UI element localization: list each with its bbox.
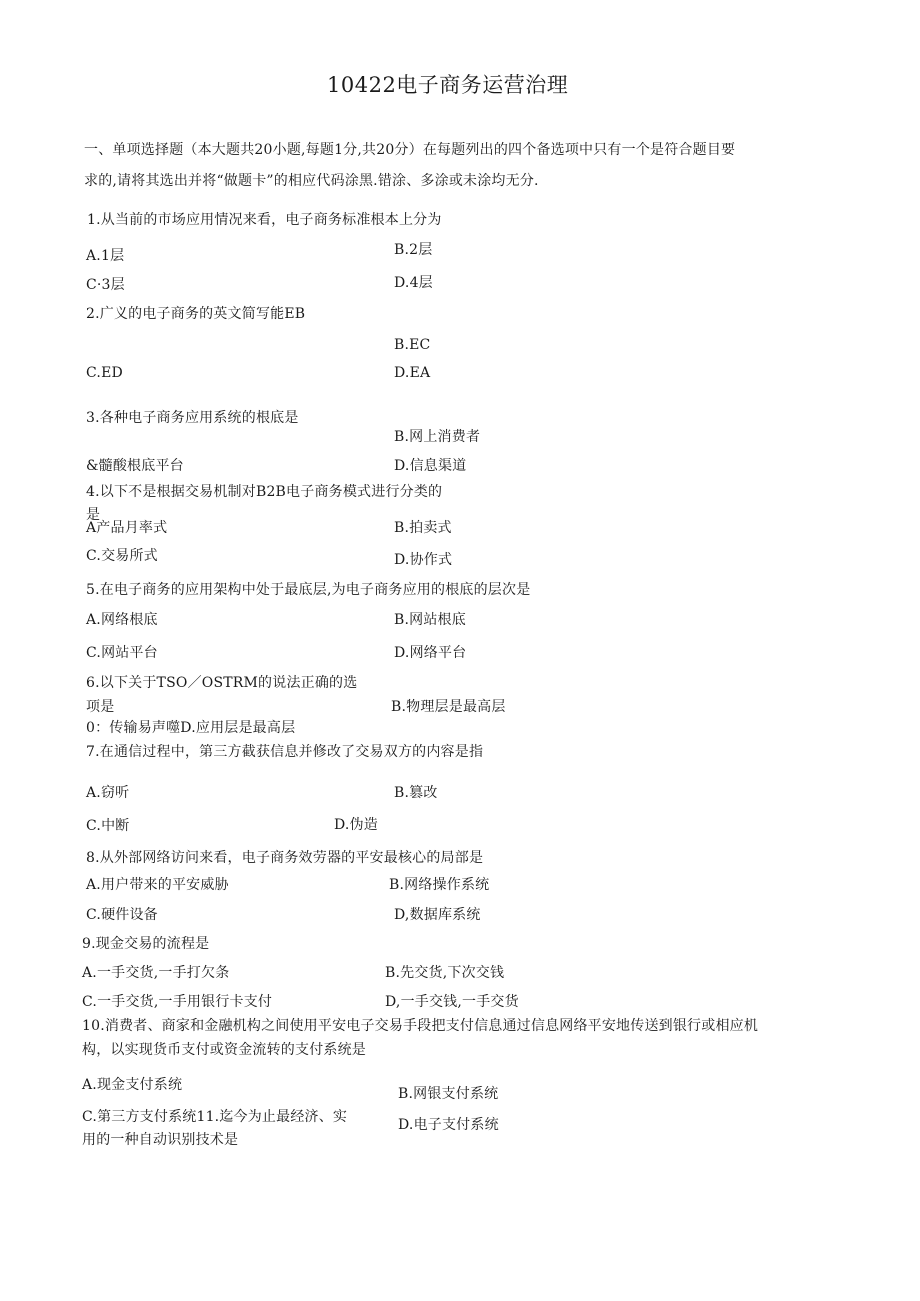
question-10-stem-line1: 10.消费者、商家和金融机构之间使用平安电子交易手段把支付信息通过信息网络平安地传送到银行或相应机	[82, 1018, 759, 1034]
question-4-option-d: D.协作式	[394, 552, 453, 568]
question-2-option-b: B.EC	[394, 337, 431, 353]
question-4-stem-line2: 是	[86, 507, 101, 523]
question-3-option-c: &髓酸根底平台	[86, 458, 184, 474]
question-10-option-d: D.电子支付系统	[398, 1117, 499, 1133]
question-4-option-a: A产品月率式	[86, 520, 168, 536]
question-2-stem: 2.广义的电子商务的英文简写能EB	[86, 306, 306, 322]
question-3-stem: 3.各种电子商务应用系统的根底是	[86, 410, 299, 426]
question-6-options-c-d: 0：传输易声噬D.应用层是最高层	[86, 720, 296, 736]
question-6-option-b: B.物理层是最高层	[391, 699, 506, 715]
question-4-option-b: B.拍卖式	[394, 520, 452, 536]
question-5-option-d: D.网络平台	[394, 645, 467, 661]
question-8-stem: 8.从外部网络访问来看，电子商务效劳器的平安最核心的局部是	[86, 850, 484, 866]
question-3-option-b: B.网上消费者	[394, 429, 481, 445]
question-6-stem-line1: 6.以下关于TSO／OSTRM的说法正确的选	[86, 675, 358, 691]
question-10-option-c-line1: C.第三方支付系统11.迄今为止最经济、实	[82, 1109, 348, 1125]
question-9-stem: 9.现金交易的流程是	[82, 936, 210, 952]
question-9-option-d: D,一手交钱,一手交货	[385, 994, 519, 1010]
question-8-option-a: A.用户带来的平安威胁	[86, 877, 229, 893]
question-7-stem: 7.在通信过程中，第三方截获信息并修改了交易双方的内容是指	[86, 744, 484, 760]
question-1-option-b: B.2层	[394, 242, 433, 258]
section-heading-line2: 求的,请将其选出并将“做题卡”的相应代码涂黑.错涂、多涂或未涂均无分.	[84, 173, 539, 189]
question-8-option-b: B.网络操作系统	[389, 877, 490, 893]
question-2-option-c: C.ED	[86, 365, 123, 381]
question-10-option-a: A.现金支付系统	[82, 1077, 183, 1093]
question-1-stem: 1.从当前的市场应用情况来看，电子商务标准根本上分为	[87, 212, 442, 228]
question-5-option-a: A.网络根底	[86, 612, 158, 628]
question-9-option-c: C.一手交货,一手用银行卡支付	[82, 994, 273, 1010]
question-1-option-c: C·3层	[86, 277, 125, 293]
question-1-option-d: D.4层	[394, 275, 433, 291]
question-6-stem-line2: 项是	[86, 699, 115, 715]
question-5-option-c: C.网站平台	[86, 645, 158, 661]
question-10-option-b: B.网银支付系统	[398, 1086, 499, 1102]
question-7-option-b: B.篡改	[394, 785, 438, 801]
question-9-option-a: A.一手交货,一手打欠条	[82, 965, 230, 981]
question-7-option-c: C.中断	[86, 818, 130, 834]
question-4-stem-line1: 4.以下不是根据交易机制对B2B电子商务模式进行分类的	[86, 484, 443, 500]
question-10-stem-line2: 构，以实现货币支付或资金流转的支付系统是	[82, 1042, 366, 1058]
question-8-option-d: D,数据库系统	[394, 907, 481, 923]
question-10-option-c-line2: 用的一种自动识别技术是	[82, 1132, 239, 1148]
question-5-option-b: B.网站根底	[394, 612, 466, 628]
question-2-option-d: D.EA	[394, 365, 431, 381]
question-9-option-b: B.先交货,下次交钱	[385, 965, 505, 981]
page-title: 10422电子商务运营治理	[327, 73, 569, 97]
section-heading-line1: 一、单项选择题（本大题共20小题,每题1分,共20分）在每题列出的四个备选项中只有一个是符合题目要	[84, 142, 736, 158]
question-8-option-c: C.硬件设备	[86, 907, 158, 923]
question-4-option-c: C.交易所式	[86, 548, 158, 564]
question-1-option-a: A.1层	[86, 248, 125, 264]
question-7-option-d: D.伪造	[334, 817, 378, 833]
question-3-option-d: D.信息渠道	[394, 458, 467, 474]
question-5-stem: 5.在电子商务的应用架构中处于最底层,为电子商务应用的根底的层次是	[86, 582, 531, 598]
question-7-option-a: A.窃听	[86, 785, 130, 801]
